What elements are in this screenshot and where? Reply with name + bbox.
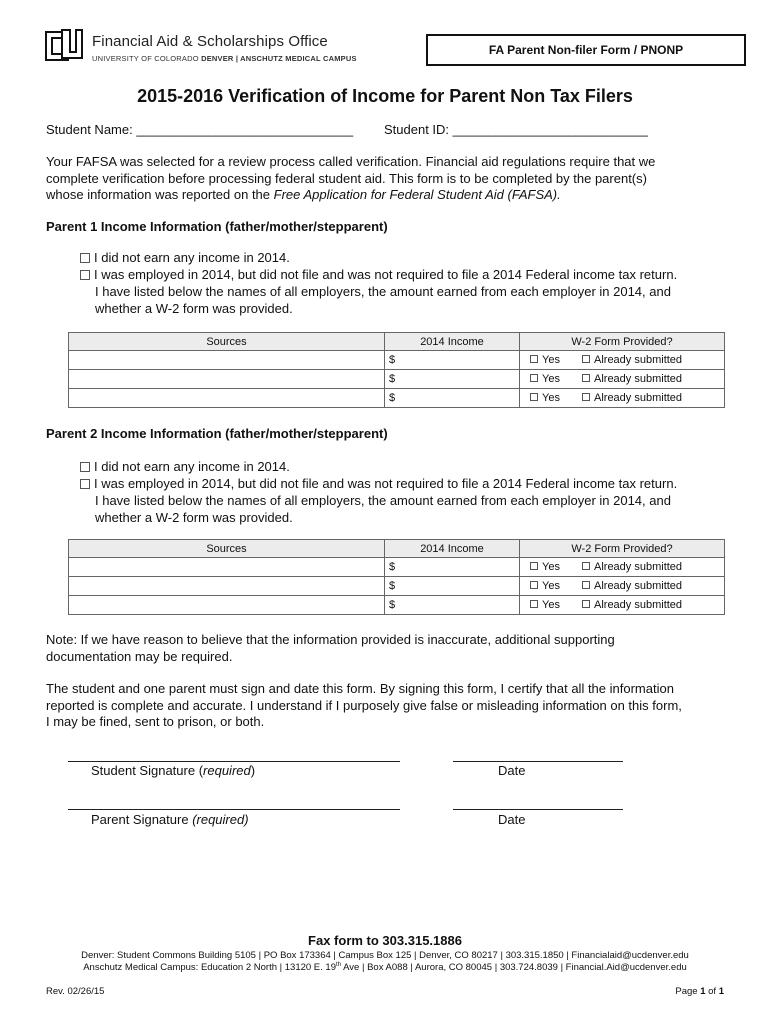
- parent2-option-employed[interactable]: I was employed in 2014, but did not file and was not required to file a 2014 Federal income tax return.: [80, 476, 677, 493]
- certification-paragraph: The student and one parent must sign and date this form. By signing this form, I certify that all the information reported is complete and accurate. I understand if I purposely give false or misleading information on this form, I may be fined, sent to prison, or both.: [46, 681, 682, 729]
- source-cell[interactable]: [69, 577, 385, 596]
- w2-cell[interactable]: Yes Already submitted: [520, 389, 725, 408]
- student-signature-label: Student Signature (required): [91, 763, 256, 778]
- student-name-field[interactable]: Student Name: ______________________________: [46, 122, 354, 137]
- parent1-option-no-income[interactable]: I did not earn any income in 2014.: [80, 250, 290, 267]
- page-title: 2015-2016 Verification of Income for Parent Non Tax Filers: [137, 86, 633, 106]
- table-row: [69, 577, 725, 596]
- w2-cell[interactable]: Yes Already submitted: [520, 577, 725, 596]
- parent2-heading: Parent 2 Income Information (father/mother/stepparent): [46, 426, 388, 441]
- parent2-income-table: [68, 539, 725, 615]
- table-row: [69, 351, 725, 370]
- parent2-option-detail: I have listed below the names of all employers, the amount earned from each employer in 2014, and whether a W-2 form was provided.: [95, 493, 671, 525]
- parent1-option-detail: I have listed below the names of all employers, the amount earned from each employer in 2014, and whether a W-2 form was provided.: [95, 284, 671, 316]
- col-income: 2014 Income: [385, 540, 520, 558]
- fax-line: Fax form to 303.315.1886: [308, 933, 462, 948]
- col-w2: W-2 Form Provided?: [520, 540, 725, 558]
- col-sources: Sources: [69, 540, 385, 558]
- student-signature-line[interactable]: [68, 761, 400, 762]
- org-name: Financial Aid & Scholarships Office: [92, 33, 328, 50]
- w2-cell[interactable]: Yes Already submitted: [520, 558, 725, 577]
- checkbox[interactable]: [80, 253, 90, 263]
- w2-cell[interactable]: Yes Already submitted: [520, 596, 725, 615]
- col-income: 2014 Income: [385, 333, 520, 351]
- table-row: [69, 558, 725, 577]
- source-cell[interactable]: [69, 558, 385, 577]
- income-cell[interactable]: $: [385, 577, 520, 596]
- parent1-income-table: [68, 332, 725, 408]
- table-row: [69, 389, 725, 408]
- student-date-line[interactable]: [453, 761, 623, 762]
- revision-date: Rev. 02/26/15: [46, 986, 105, 997]
- income-cell[interactable]: $: [385, 389, 520, 408]
- table-row: [69, 596, 725, 615]
- denver-address: Denver: Student Commons Building 5105 | PO Box 173364 | Campus Box 125 | Denver, CO 80217 | 303.315.1850 | Financialaid@ucdenver.edu: [81, 950, 689, 961]
- source-cell[interactable]: [69, 370, 385, 389]
- student-date-label: Date: [498, 763, 526, 778]
- anschutz-address: Anschutz Medical Campus: Education 2 North | 13120 E. 19th Ave | Box A088 | Aurora, CO 80045 | 303.724.8039 | Financial.Aid@ucdenver.edu: [83, 962, 687, 974]
- income-cell[interactable]: $: [385, 596, 520, 615]
- parent1-heading: Parent 1 Income Information (father/mother/stepparent): [46, 219, 388, 234]
- w2-cell[interactable]: Yes Already submitted: [520, 370, 725, 389]
- page-number: Page 1 of 1: [675, 986, 724, 997]
- parent-date-label: Date: [498, 812, 526, 827]
- income-cell[interactable]: $: [385, 351, 520, 370]
- income-cell[interactable]: $: [385, 370, 520, 389]
- source-cell[interactable]: [69, 596, 385, 615]
- cu-logo: [44, 26, 84, 66]
- table-row: [69, 370, 725, 389]
- source-cell[interactable]: [69, 351, 385, 370]
- parent1-option-employed[interactable]: I was employed in 2014, but did not file and was not required to file a 2014 Federal income tax return.: [80, 267, 677, 284]
- w2-cell[interactable]: Yes Already submitted: [520, 351, 725, 370]
- col-sources: Sources: [69, 333, 385, 351]
- note-paragraph: Note: If we have reason to believe that the information provided is inaccurate, additional supporting documentation may be required.: [46, 632, 615, 664]
- student-id-field[interactable]: Student ID: ___________________________: [384, 122, 648, 137]
- source-cell[interactable]: [69, 389, 385, 408]
- checkbox[interactable]: [80, 479, 90, 489]
- parent-signature-label: Parent Signature (required): [91, 812, 249, 827]
- col-w2: W-2 Form Provided?: [520, 333, 725, 351]
- parent-date-line[interactable]: [453, 809, 623, 810]
- income-cell[interactable]: $: [385, 558, 520, 577]
- checkbox[interactable]: [80, 462, 90, 472]
- intro-paragraph: Your FAFSA was selected for a review process called verification. Financial aid regulations require that we complete verification before processing federal student aid. This form is to be completed by the parent(s) whose information was reported on the Free Application for Federal Student Aid (FAFSA).: [46, 154, 656, 202]
- checkbox[interactable]: [80, 270, 90, 280]
- parent-signature-line[interactable]: [68, 809, 400, 810]
- parent2-option-no-income[interactable]: I did not earn any income in 2014.: [80, 459, 290, 476]
- org-subtitle: UNIVERSITY OF COLORADO DENVER | ANSCHUTZ MEDICAL CAMPUS: [92, 54, 357, 63]
- form-id-box: FA Parent Non-filer Form / PNONP: [426, 34, 746, 66]
